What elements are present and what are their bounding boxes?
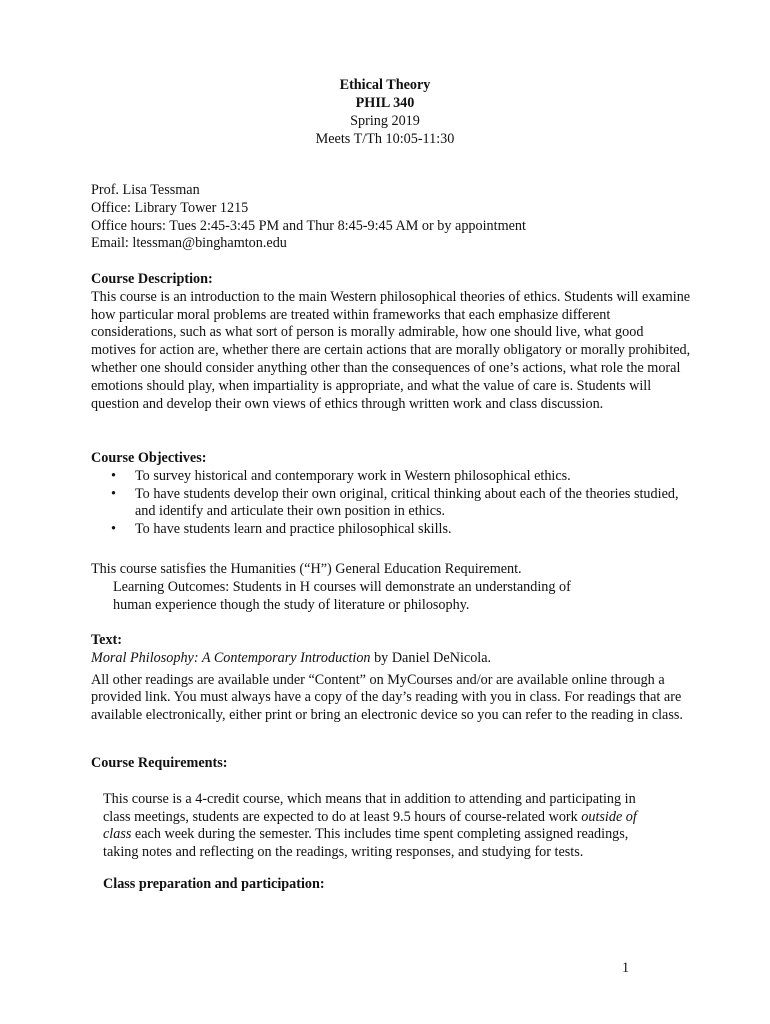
list-item [91, 486, 691, 522]
objective-text: To survey historical and contemporary work in Western philosophical ethics. [135, 467, 571, 484]
list-item [91, 468, 691, 486]
learning-outcomes: Learning Outcomes: Students in H courses will demonstrate an understanding of human experience though the study of literature or philosophy. [113, 578, 571, 613]
text-section [91, 632, 691, 725]
course-description-heading: Course Description: [91, 271, 213, 287]
requirements-text-part2: each week during the semester. This includes time spent completing assigned readings, taking notes and reflecting on the readings, writing responses, and studying for tests. [103, 826, 629, 861]
requirements-text-part1: This course is a 4-credit course, which means that in addition to attending and participating in class meetings, students are expected to do at least 9.5 hours of course-related work [103, 790, 636, 825]
office-location: Office: Library Tower 1215 [91, 199, 249, 216]
page-number: 1 [622, 960, 630, 976]
bullet-icon: • [111, 521, 116, 538]
professor-name: Prof. Lisa Tessman [91, 182, 200, 198]
humanities-requirement: This course satisfies the Humanities (“H”) General Education Requirement. [91, 561, 522, 577]
course-term: Spring 2019 [350, 113, 420, 129]
course-objectives-heading: Course Objectives: [91, 450, 207, 466]
course-code: PHIL 340 [355, 95, 415, 111]
requirements-text [91, 791, 643, 862]
course-requirements-heading: Course Requirements: [91, 755, 228, 771]
textbook-author: by Daniel DeNicola. [370, 649, 492, 666]
text-heading: Text: [91, 632, 122, 648]
objective-text: To have students learn and practice philosophical skills. [135, 521, 452, 538]
contact-info [91, 182, 691, 253]
readings-info: All other readings are available under “Content” on MyCourses and/or are available online through a provided link. You must always have a copy of the day’s reading with you in class. For readings that are available electronically, either print or bring an electronic device so you can refer to the reading in class. [91, 671, 683, 724]
course-requirements-section [91, 755, 691, 894]
textbook [91, 650, 691, 668]
textbook-title: Moral Philosophy: A Contemporary Introduction [91, 649, 371, 666]
objective-text: To have students develop their own original, critical thinking about each of the theories studied, and identify and articulate their own position in ethics. [135, 485, 679, 520]
list-item [91, 521, 691, 539]
office-hours: Office hours: Tues 2:45-3:45 PM and Thur 8:45-9:45 AM or by appointment [91, 217, 526, 234]
course-meeting-time: Meets T/Th 10:05-11:30 [315, 131, 455, 147]
objectives-list [91, 468, 691, 539]
bullet-icon: • [111, 485, 116, 502]
class-preparation-heading: Class preparation and participation: [103, 875, 325, 892]
humanities-section [91, 561, 691, 614]
course-description-text: This course is an introduction to the main Western philosophical theories of ethics. Students will examine how particular moral problems are treated within frameworks that each emphasize different considerations, such as what sort of person is morally admirable, how one should live, what good motives for action are, whether there are certain actions that are morally obligatory or morally prohibited, whether one should consider anything other than the consequences of one’s actions, what role the moral emotions should play, when impartiality is appropriate, and what the value of care is. Students will question and develop their own views of ethics through written work and class discussion. [91, 288, 691, 412]
course-title: Ethical Theory [339, 77, 431, 93]
course-objectives-section [91, 450, 691, 539]
email: Email: ltessman@binghamton.edu [91, 235, 287, 252]
course-description-section [91, 271, 691, 413]
course-header [0, 76, 770, 148]
bullet-icon: • [111, 467, 116, 484]
requirements-text-italic: outside of class [103, 808, 637, 843]
